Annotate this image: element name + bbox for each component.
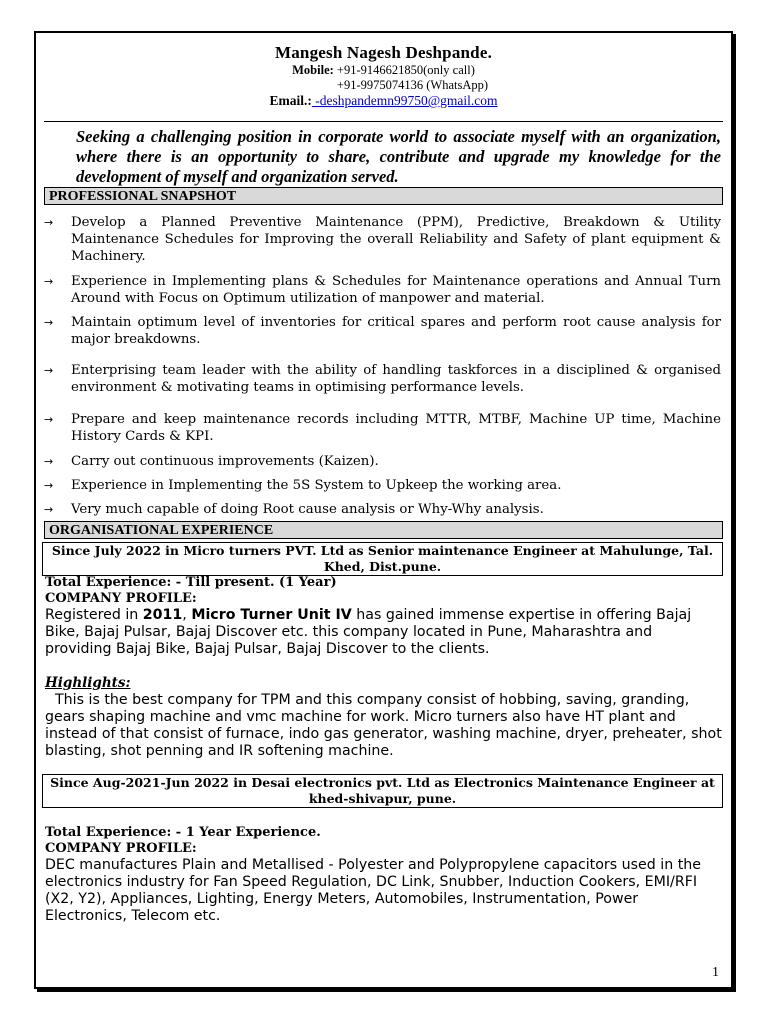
arrow-bullet-icon: → — [44, 479, 54, 492]
email-label: Email.: — [269, 93, 312, 108]
arrow-bullet-icon: → — [44, 216, 54, 229]
job-1-total-experience: Total Experience: - Till present. (1 Year) — [45, 575, 337, 590]
resume-page — [34, 31, 733, 989]
arrow-bullet-icon: → — [44, 413, 54, 426]
candidate-name: Mangesh Nagesh Deshpande. — [274, 43, 493, 62]
email-line — [36, 93, 731, 109]
profile-text-rest: has gained immense expertise in offering Bajaj Bike, Bajaj Pulsar, Bajaj Discover etc. this company located in Pune, Maharashtra and providing Bajaj Bike, Bajaj Pulsar, Bajaj Discover to the clients. — [45, 607, 692, 657]
list-item — [44, 501, 721, 518]
job-1-heading: Since July 2022 in Micro turners PVT. Ltd as Senior maintenance Engineer at Mahulunge, Tal. Khed, Dist.pune. — [42, 542, 723, 576]
page-number: 1 — [712, 965, 719, 980]
section-organisational-experience: ORGANISATIONAL EXPERIENCE — [44, 521, 723, 539]
job-1-highlights-text: This is the best company for TPM and this company consist of hobbing, saving, granding, gears shaping machine and vmc machine for work. Micro turners also have HT plant and instead of that consist of furnace, indo gas generator, washing machine, dryer, preheater, shot blasting, shot penning and IR softening machine. — [45, 692, 722, 759]
profile-text: Registered in — [45, 607, 143, 623]
profile-year: 2011 — [142, 607, 183, 623]
list-item — [44, 477, 721, 494]
job-2-company-profile: DEC manufactures Plain and Metallised - Polyester and Polypropylene capacitors used in the electronics industry for Fan Speed Regulation, DC Link, Snubber, Induction Cookers, EMI/RFI (X2, Y2), Appliances, Lighting, Energy Meters, Automobiles, Instrumentation, Power Electronics, Telecom etc. — [45, 857, 702, 924]
list-item-text: Enterprising team leader with the ability of handling taskforces in a disciplined & organised environment & motivating teams in optimising performance levels. — [71, 363, 721, 395]
resume-header — [36, 43, 731, 109]
job-1-company-profile — [45, 607, 723, 658]
list-item — [44, 362, 721, 396]
arrow-bullet-icon: → — [44, 275, 54, 288]
job-1-highlights-title: Highlights: — [45, 675, 131, 691]
arrow-bullet-icon: → — [44, 503, 54, 516]
list-item — [44, 453, 721, 470]
mobile-number-1: +91-9146621850 — [336, 63, 424, 77]
list-item-text: Experience in Implementing plans & Schedules for Maintenance operations and Annual Turn Around with Focus on Optimum utilization of manpower and material. — [71, 274, 721, 306]
job-2-details — [45, 825, 723, 925]
list-item — [44, 273, 721, 307]
arrow-bullet-icon: → — [44, 455, 54, 468]
profile-separator: , — [182, 607, 192, 623]
list-item — [44, 411, 721, 445]
list-item-text: Very much capable of doing Root cause analysis or Why-Why analysis. — [71, 502, 544, 517]
email-link[interactable]: -deshpandemn99750@gmail.com — [311, 93, 498, 108]
list-item — [44, 214, 721, 265]
spacer — [45, 658, 723, 675]
mobile-number-2-note: (WhatsApp) — [423, 78, 489, 92]
list-item-text: Carry out continuous improvements (Kaizen). — [71, 454, 379, 469]
mobile-number-2: +91-9975074136 — [336, 78, 424, 92]
job-1-details — [45, 575, 723, 760]
mobile-number-1-note: (only call) — [423, 63, 475, 77]
job-2-heading: Since Aug-2021-Jun 2022 in Desai electronics pvt. Ltd as Electronics Maintenance Engineer at khed-shivapur, pune. — [42, 774, 723, 808]
mobile-line-2 — [36, 78, 731, 93]
list-item-text: Experience in Implementing the 5S System to Upkeep the working area. — [71, 478, 562, 493]
arrow-bullet-icon: → — [44, 364, 54, 377]
arrow-bullet-icon: → — [44, 316, 54, 329]
profile-company: Micro Turner Unit IV — [191, 607, 352, 623]
list-item — [44, 314, 721, 348]
job-1-company-profile-label: COMPANY PROFILE: — [45, 591, 197, 606]
section-professional-snapshot: PROFESSIONAL SNAPSHOT — [44, 187, 723, 205]
mobile-label: Mobile: — [292, 63, 334, 77]
job-2-total-experience: Total Experience: - 1 Year Experience. — [45, 825, 321, 840]
career-objective: Seeking a challenging position in corporate world to associate myself with an organization, where there is an opportunity to share, contribute and upgrade my knowledge for the development of myself and organization served. — [76, 127, 721, 186]
list-item-text: Prepare and keep maintenance records including MTTR, MTBF, Machine UP time, Machine History Cards & KPI. — [71, 412, 721, 444]
mobile-line-1 — [36, 63, 731, 78]
list-item-text: Develop a Planned Preventive Maintenance (PPM), Predictive, Breakdown & Utility Maintenance Schedules for Improving the overall Reliability and Safety of plant equipment & Machinery. — [71, 215, 721, 264]
job-2-company-profile-label: COMPANY PROFILE: — [45, 841, 197, 856]
list-item-text: Maintain optimum level of inventories for critical spares and perform root cause analysis for major breakdowns. — [71, 315, 721, 347]
objective-divider — [44, 121, 723, 122]
